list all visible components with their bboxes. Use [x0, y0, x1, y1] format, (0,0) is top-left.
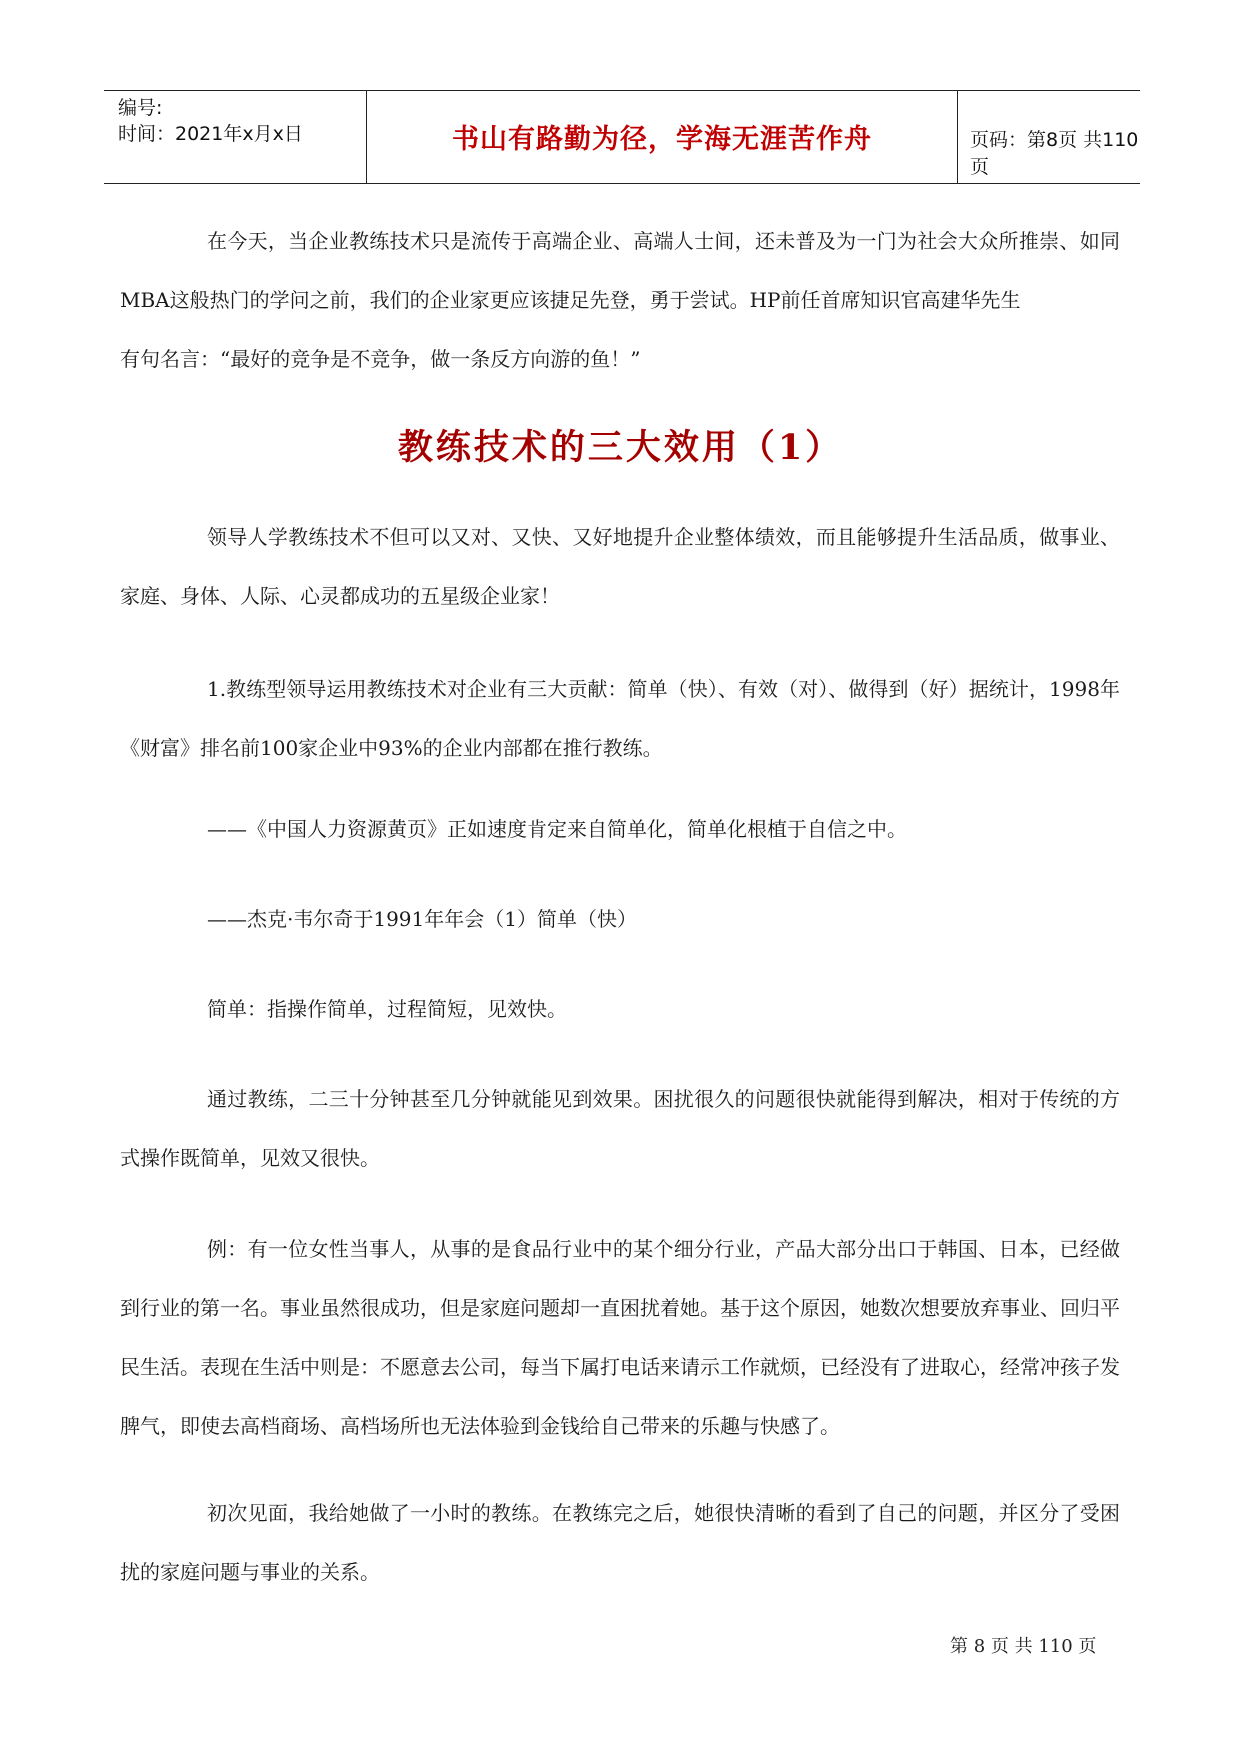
header-right-cell	[958, 91, 1140, 183]
intro-paragraph: 在今天，当企业教练技术只是流传于高端企业、高端人士间，还未普及为一门为社会大众所推崇、如同MBA这般热门的学问之前，我们的企业家更应该捷足先登，勇于尝试。HP前任首席知识官高建华先生	[120, 229, 1120, 312]
time-label: 时间：2021年x月x日	[118, 123, 303, 145]
section-title: 教练技术的三大效用（1）	[397, 427, 844, 468]
document-header	[104, 90, 1140, 184]
quote-paragraph: 有句名言：“最好的竞争是不竞争，做一条反方向游的鱼！”	[120, 347, 641, 371]
body-paragraph-5: 简单：指操作简单，过程简短，见效快。	[207, 997, 567, 1021]
header-motto: 书山有路勤为径，学海无涯苦作舟	[452, 124, 872, 155]
body-paragraph-6: 通过教练，二三十分钟甚至几分钟就能见到效果。困扰很久的问题很快就能得到解决，相对于传统的方式操作既简单，见效又很快。	[120, 1087, 1120, 1170]
body-paragraph-7: 例：有一位女性当事人，从事的是食品行业中的某个细分行业，产品大部分出口于韩国、日本，已经做到行业的第一名。事业虽然很成功，但是家庭问题却一直困扰着她。基于这个原因，她数次想要放弃事业、回归平民生活。表现在生活中则是：不愿意去公司，每当下属打电话来请示工作就烦，已经没有了进取心，经常冲孩子发脾气，即使去高档商场、高档场所也无法体验到金钱给自己带来的乐趣与快感了。	[120, 1237, 1120, 1438]
body-paragraph-1: 领导人学教练技术不但可以又对、又快、又好地提升企业整体绩效，而且能够提升生活品质，做事业、家庭、身体、人际、心灵都成功的五星级企业家！	[120, 525, 1120, 608]
page-code: 页码：第8页 共110页	[970, 129, 1139, 178]
body-paragraph-4: ——杰克·韦尔奇于1991年年会（1）简单（快）	[207, 907, 637, 931]
body-paragraph-3: ——《中国人力资源黄页》正如速度肯定来自简单化，简单化根植于自信之中。	[207, 817, 907, 841]
page-footer: 第 8 页 共 110 页	[950, 1636, 1097, 1657]
header-left-cell	[104, 91, 367, 183]
body-paragraph-8: 初次见面，我给她做了一小时的教练。在教练完之后，她很快清晰的看到了自己的问题，并区分了受困扰的家庭问题与事业的关系。	[120, 1501, 1120, 1584]
header-middle-cell	[367, 91, 958, 183]
serial-label: 编号:	[118, 97, 163, 119]
body-paragraph-2: 1.教练型领导运用教练技术对企业有三大贡献：简单（快）、有效（对）、做得到（好）据统计，1998年《财富》排名前100家企业中93%的企业内部都在推行教练。	[120, 677, 1120, 760]
